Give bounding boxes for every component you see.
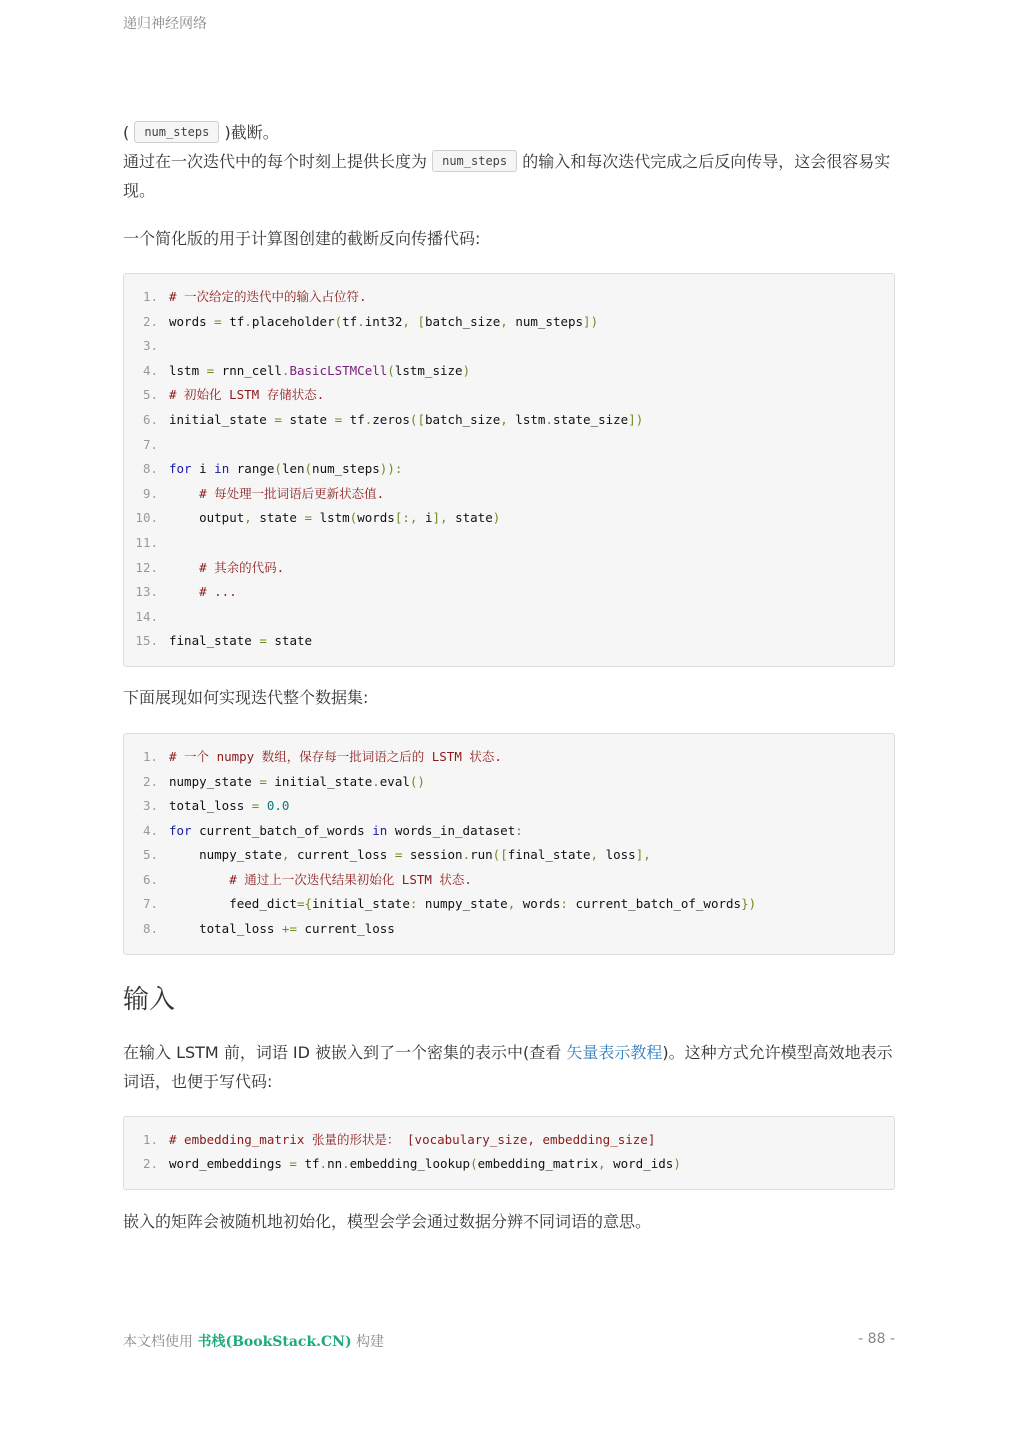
code-line — [124, 868, 894, 893]
footer-suffix: 构建 — [351, 1334, 385, 1350]
code-text: for i in range(len(num_steps)): — [169, 461, 403, 477]
vector-tutorial-link[interactable]: 矢量表示教程 — [566, 1042, 663, 1062]
line-number: 2. — [142, 1156, 158, 1172]
code-text: # 初始化 LSTM 存储状态. — [169, 387, 325, 403]
line-number: 7. — [142, 436, 158, 452]
line-number: 9. — [142, 485, 158, 501]
code-line — [124, 556, 894, 581]
code-text: # 一个 numpy 数组，保存每一批词语之后的 LSTM 状态. — [169, 748, 502, 764]
code-text: word_embeddings = tf.nn.embedding_lookup(embedding_matrix, word_ids) — [169, 1156, 681, 1172]
line-number: 1. — [142, 1131, 158, 1147]
paragraph-embedding — [123, 1038, 895, 1096]
line-number: 15. — [135, 633, 158, 649]
code-block-truncated-backprop — [123, 273, 895, 667]
code-line — [124, 629, 894, 654]
code-line — [124, 892, 894, 917]
code-text: # 通过上一次迭代结果初始化 LSTM 状态. — [229, 871, 472, 887]
page-content — [123, 118, 895, 1236]
line-number: 1. — [142, 748, 158, 764]
code-line — [124, 408, 894, 433]
code-line — [124, 605, 894, 630]
code-text: initial_state = state = tf.zeros([batch_size, lstm.state_size]) — [169, 411, 644, 427]
para5-suffix: )。这种方式允许模型高效地表示词语，也便于写代码: — [123, 1042, 893, 1091]
code-text: words = tf.placeholder(tf.int32, [batch_size, num_steps]) — [169, 313, 599, 329]
code-line — [124, 506, 894, 531]
bookstack-link[interactable]: 书栈(BookStack.CN) — [197, 1334, 352, 1350]
code-line — [124, 531, 894, 556]
line-number: 14. — [135, 608, 158, 624]
code-text: lstm = rnn_cell.BasicLSTMCell(lstm_size) — [169, 362, 471, 378]
code-line — [124, 580, 894, 605]
line-number: 6. — [142, 411, 158, 427]
para1-suffix: )截断。 — [219, 123, 279, 142]
code-text: for current_batch_of_words in words_in_dataset: — [169, 822, 523, 838]
line-number: 8. — [142, 461, 158, 477]
code-text: # 每处理一批词语后更新状态值. — [199, 485, 385, 501]
para5-prefix: 在输入 LSTM 前，词语 ID 被嵌入到了一个密集的表示中(查看 — [123, 1042, 567, 1062]
code-line — [124, 917, 894, 942]
inline-code: num_steps — [134, 121, 219, 143]
paragraph-truncation — [123, 118, 895, 147]
code-line — [124, 843, 894, 868]
code-block-embedding — [123, 1116, 895, 1190]
code-line — [124, 457, 894, 482]
code-line — [124, 770, 894, 795]
code-line — [124, 745, 894, 770]
paragraph-intro-code2: 下面展现如何实现迭代整个数据集: — [123, 687, 369, 707]
line-number: 4. — [142, 362, 158, 378]
code-text: final_state = state — [169, 633, 313, 649]
line-number: 5. — [142, 387, 158, 403]
code-text: # embedding_matrix 张量的形状是： [vocabulary_size, embedding_size] — [169, 1131, 656, 1147]
running-header: 递归神经网络 — [123, 16, 207, 32]
code-line — [124, 1128, 894, 1153]
para2-suffix: 的输入和每次迭代完成之后反向传导，这会很容易实现。 — [123, 152, 891, 200]
code-line — [124, 285, 894, 310]
code-line — [124, 359, 894, 384]
para2-prefix: 通过在一次迭代中的每个时刻上提供长度为 — [123, 152, 433, 171]
line-number: 12. — [135, 559, 158, 575]
code-line — [124, 334, 894, 359]
code-text: output, state = lstm(words[:, i], state) — [199, 510, 501, 526]
code-line — [124, 1152, 894, 1177]
inline-code: num_steps — [432, 150, 517, 172]
code-text: # ... — [199, 584, 237, 600]
line-number: 13. — [135, 584, 158, 600]
paragraph-intro-code1: 一个简化版的用于计算图创建的截断反向传播代码: — [123, 229, 481, 248]
code-line — [124, 819, 894, 844]
line-number: 6. — [142, 871, 158, 887]
line-number: 7. — [142, 896, 158, 912]
para1-prefix: ( — [123, 123, 135, 142]
line-number: 3. — [142, 798, 158, 814]
code-line — [124, 433, 894, 458]
code-block-dataset-iteration — [123, 733, 895, 955]
line-number: 5. — [142, 847, 158, 863]
code-text: total_loss += current_loss — [199, 921, 395, 937]
code-line — [124, 310, 894, 335]
page-number: - 88 - — [858, 1331, 895, 1347]
code-line — [124, 794, 894, 819]
code-text: # 其余的代码. — [199, 559, 285, 575]
line-number: 10. — [135, 510, 158, 526]
code-text: numpy_state, current_loss = session.run([final_state, loss], — [199, 847, 651, 863]
section-heading-input: 输入 — [123, 984, 176, 1015]
line-number: 8. — [142, 921, 158, 937]
line-number: 4. — [142, 822, 158, 838]
footer-credit — [123, 1331, 384, 1351]
code-text: total_loss = 0.0 — [169, 798, 290, 814]
paragraph-embedding-init: 嵌入的矩阵会被随机地初始化，模型会学会通过数据分辨不同词语的意思。 — [123, 1211, 652, 1231]
code-line — [124, 383, 894, 408]
code-text: feed_dict={initial_state: numpy_state, words: current_batch_of_words}) — [229, 896, 757, 912]
line-number: 3. — [142, 338, 158, 354]
line-number: 2. — [142, 773, 158, 789]
footer-prefix: 本文档使用 — [123, 1334, 198, 1350]
code-text: numpy_state = initial_state.eval() — [169, 773, 425, 789]
line-number: 2. — [142, 313, 158, 329]
line-number: 1. — [142, 289, 158, 304]
line-number: 11. — [135, 534, 158, 550]
code-line — [124, 482, 894, 507]
code-text: # 一次给定的迭代中的输入占位符. — [169, 289, 367, 304]
paragraph-iteration — [123, 147, 895, 205]
